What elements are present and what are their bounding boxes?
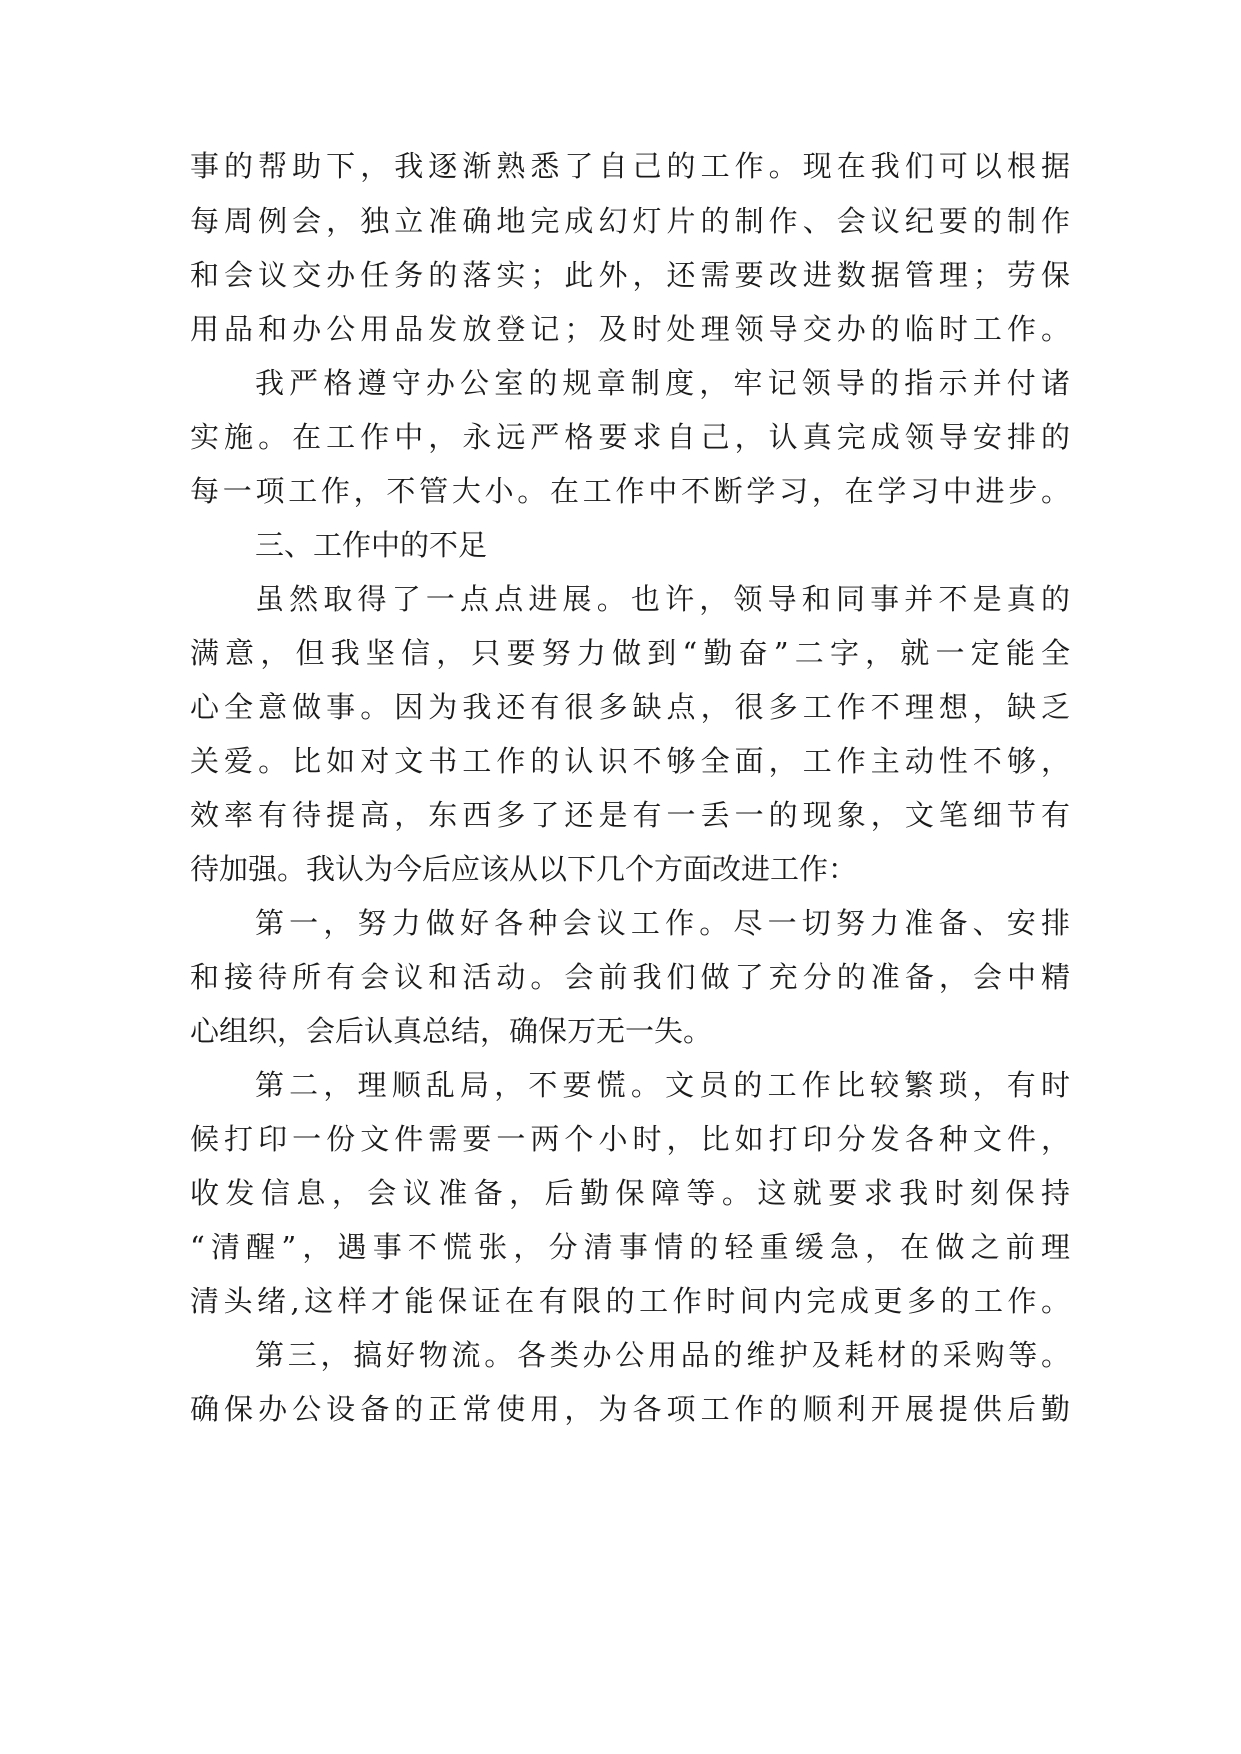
text-line-22: 清头绪,这样才能保证在有限的工作时间内完成更多的工作。	[190, 1284, 1070, 1318]
text-line-13: 效率有待提高，东西多了还是有一丢一的现象，文笔细节有	[190, 798, 1070, 832]
text-line-20: 收发信息，会议准备，后勤保障等。这就要求我时刻保持	[190, 1176, 1070, 1210]
text-line-11: 心全意做事。因为我还有很多缺点，很多工作不理想，缺乏	[190, 690, 1070, 724]
text-line-16: 和接待所有会议和活动。会前我们做了充分的准备，会中精	[190, 960, 1070, 994]
text-line-4: 用品和办公用品发放登记；及时处理领导交办的临时工作。	[190, 312, 1070, 346]
text-line-24: 确保办公设备的正常使用，为各项工作的顺利开展提供后勤	[190, 1392, 1070, 1426]
text-line-10: 满意，但我坚信，只要努力做到“勤奋”二字，就一定能全	[190, 636, 1070, 670]
text-line-17: 心组织，会后认真总结，确保万无一失。	[190, 1014, 713, 1048]
text-line-15: 第一，努力做好各种会议工作。尽一切努力准备、安排	[255, 906, 1070, 940]
text-line-2: 每周例会，独立准确地完成幻灯片的制作、会议纪要的制作	[190, 204, 1070, 238]
text-line-9: 虽然取得了一点点进展。也许，领导和同事并不是真的	[255, 582, 1070, 616]
text-line-7: 每一项工作，不管大小。在工作中不断学习，在学习中进步。	[190, 474, 1070, 508]
text-line-1: 事的帮助下，我逐渐熟悉了自己的工作。现在我们可以根据	[190, 149, 1070, 183]
text-line-21: “清醒”，遇事不慌张，分清事情的轻重缓急，在做之前理	[190, 1230, 1070, 1264]
text-line-12: 关爱。比如对文书工作的认识不够全面，工作主动性不够，	[190, 744, 1070, 778]
text-line-6: 实施。在工作中，永远严格要求自己，认真完成领导安排的	[190, 420, 1070, 454]
text-line-5: 我严格遵守办公室的规章制度，牢记领导的指示并付诸	[255, 366, 1070, 400]
text-line-23: 第三，搞好物流。各类办公用品的维护及耗材的采购等。	[255, 1338, 1070, 1372]
text-line-19: 候打印一份文件需要一两个小时，比如打印分发各种文件，	[190, 1122, 1070, 1156]
section-heading: 三、工作中的不足	[255, 528, 488, 562]
text-line-3: 和会议交办任务的落实；此外，还需要改进数据管理；劳保	[190, 258, 1070, 292]
text-line-18: 第二，理顺乱局，不要慌。文员的工作比较繁琐，有时	[255, 1068, 1070, 1102]
text-line-14: 待加强。我认为今后应该从以下几个方面改进工作：	[190, 852, 858, 886]
